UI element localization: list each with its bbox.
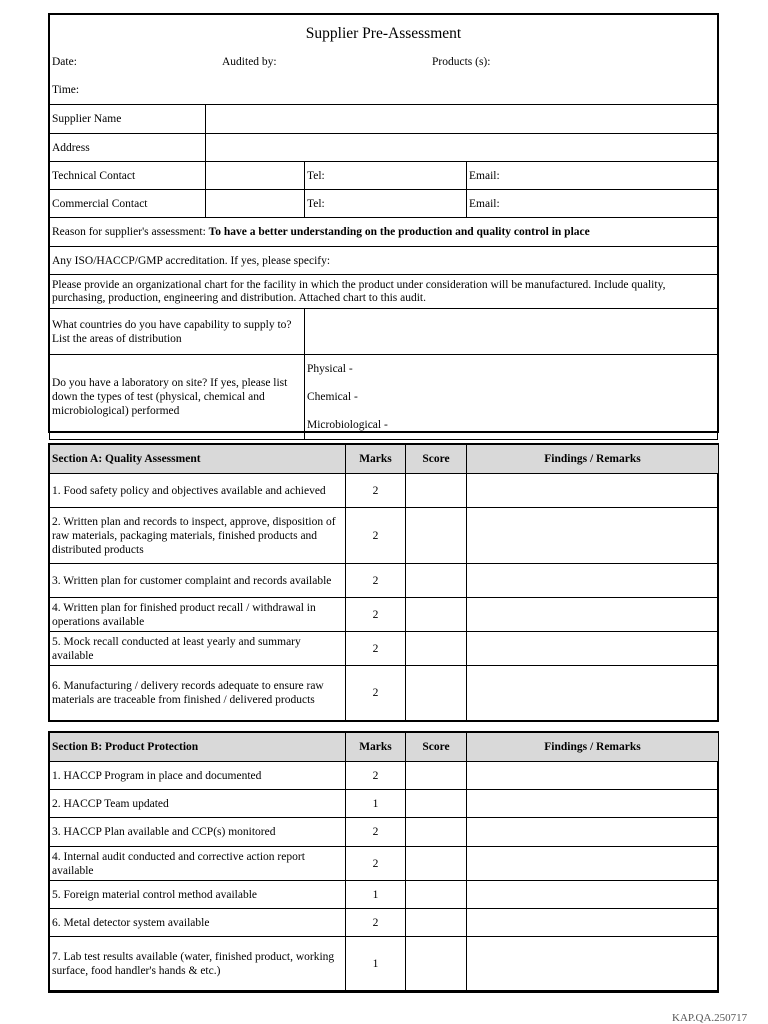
criterion-text: 3. Written plan for customer complaint and records available — [50, 564, 346, 598]
findings-field[interactable] — [467, 474, 719, 508]
score-header: Score — [406, 445, 467, 474]
criterion-text: 2. Written plan and records to inspect, approve, disposition of raw materials, packaging materials, finished products and distributed products — [50, 508, 346, 564]
marks-value: 2 — [346, 474, 406, 508]
countries-answer-field[interactable] — [305, 309, 718, 355]
findings-field[interactable] — [467, 666, 719, 721]
score-field[interactable] — [406, 598, 467, 632]
assessment-reason — [50, 218, 718, 247]
supplier-details-table — [49, 104, 718, 440]
marks-value: 1 — [346, 937, 406, 991]
score-header: Score — [406, 733, 467, 762]
criterion-text: 5. Foreign material control method available — [50, 881, 346, 909]
marks-value: 1 — [346, 790, 406, 818]
table-row — [50, 508, 719, 564]
section-a-title: Section A: Quality Assessment — [50, 445, 346, 474]
technical-contact-label: Technical Contact — [50, 162, 206, 190]
technical-contact-field[interactable] — [206, 162, 305, 190]
marks-value: 2 — [346, 632, 406, 666]
criterion-text: 4. Written plan for finished product recall / withdrawal in operations available — [50, 598, 346, 632]
criterion-text: 3. HACCP Plan available and CCP(s) monitored — [50, 818, 346, 847]
commercial-contact-field[interactable] — [206, 190, 305, 218]
marks-value: 2 — [346, 666, 406, 721]
score-field[interactable] — [406, 632, 467, 666]
findings-field[interactable] — [467, 881, 719, 909]
marks-value: 2 — [346, 762, 406, 790]
findings-field[interactable] — [467, 564, 719, 598]
score-field[interactable] — [406, 666, 467, 721]
findings-header: Findings / Remarks — [467, 733, 719, 762]
iso-accreditation-question[interactable]: Any ISO/HACCP/GMP accreditation. If yes, please specify: — [50, 247, 718, 275]
findings-field[interactable] — [467, 909, 719, 937]
commercial-email-field[interactable]: Email: — [467, 190, 718, 218]
table-row — [50, 818, 719, 847]
table-row — [50, 881, 719, 909]
score-field[interactable] — [406, 790, 467, 818]
document-code: KAP.QA.250717 — [672, 1012, 748, 1024]
findings-field[interactable] — [467, 762, 719, 790]
criterion-text: 1. HACCP Program in place and documented — [50, 762, 346, 790]
section-a-quality-assessment — [48, 443, 719, 722]
marks-header: Marks — [346, 445, 406, 474]
score-field[interactable] — [406, 847, 467, 881]
score-field[interactable] — [406, 881, 467, 909]
marks-value: 2 — [346, 847, 406, 881]
table-row — [50, 762, 719, 790]
score-field[interactable] — [406, 937, 467, 991]
marks-value: 2 — [346, 598, 406, 632]
marks-value: 2 — [346, 909, 406, 937]
section-b-title: Section B: Product Protection — [50, 733, 346, 762]
findings-field[interactable] — [467, 508, 719, 564]
commercial-contact-label: Commercial Contact — [50, 190, 206, 218]
marks-value: 2 — [346, 564, 406, 598]
criterion-text: 5. Mock recall conducted at least yearly and summary available — [50, 632, 346, 666]
table-row — [50, 937, 719, 991]
criterion-text: 1. Food safety policy and objectives available and achieved — [50, 474, 346, 508]
table-row — [50, 666, 719, 721]
score-field[interactable] — [406, 818, 467, 847]
score-field[interactable] — [406, 564, 467, 598]
marks-value: 1 — [346, 881, 406, 909]
table-row — [50, 632, 719, 666]
microbiological-test-label: Microbiological - — [307, 419, 388, 431]
section-b-product-protection — [48, 731, 719, 993]
lab-tests-field[interactable] — [305, 355, 718, 440]
countries-question: What countries do you have capability to supply to? List the areas of distribution — [50, 309, 305, 355]
findings-field[interactable] — [467, 847, 719, 881]
supplier-name-field[interactable] — [206, 105, 718, 134]
table-row — [50, 598, 719, 632]
criterion-text: 6. Metal detector system available — [50, 909, 346, 937]
physical-test-label: Physical - — [307, 363, 353, 375]
findings-field[interactable] — [467, 937, 719, 991]
products-label: Products (s): — [432, 56, 491, 68]
audited-by-label: Audited by: — [222, 56, 277, 68]
table-row — [50, 909, 719, 937]
score-field[interactable] — [406, 474, 467, 508]
marks-value: 2 — [346, 818, 406, 847]
table-row — [50, 847, 719, 881]
technical-email-field[interactable]: Email: — [467, 162, 718, 190]
score-field[interactable] — [406, 508, 467, 564]
findings-field[interactable] — [467, 598, 719, 632]
score-field[interactable] — [406, 909, 467, 937]
date-label: Date: — [52, 56, 77, 68]
criterion-text: 7. Lab test results available (water, finished product, working surface, food handler's hands & etc.) — [50, 937, 346, 991]
time-label: Time: — [52, 84, 80, 96]
criterion-text: 6. Manufacturing / delivery records adequate to ensure raw materials are traceable from finished / delivered products — [50, 666, 346, 721]
page-title: Supplier Pre-Assessment — [305, 24, 462, 42]
findings-field[interactable] — [467, 818, 719, 847]
laboratory-question: Do you have a laboratory on site? If yes, please list down the types of test (physical, chemical and microbiological) performed — [50, 355, 305, 440]
findings-field[interactable] — [467, 790, 719, 818]
score-field[interactable] — [406, 762, 467, 790]
supplier-info-form — [48, 13, 719, 433]
commercial-tel-field[interactable]: Tel: — [305, 190, 467, 218]
criterion-text: 4. Internal audit conducted and corrective action report available — [50, 847, 346, 881]
section-a-table — [49, 444, 719, 721]
table-row — [50, 790, 719, 818]
section-b-table — [49, 732, 719, 991]
findings-field[interactable] — [467, 632, 719, 666]
findings-header: Findings / Remarks — [467, 445, 719, 474]
marks-header: Marks — [346, 733, 406, 762]
reason-label: Reason for supplier's assessment: — [52, 226, 206, 238]
header-table — [50, 15, 717, 104]
address-label: Address — [50, 134, 206, 162]
org-chart-request: Please provide an organizational chart for the facility in which the product under consideration will be manufactured. Include quality, purchasing, production, engineering and distribution. Attached chart to this audit. — [50, 275, 718, 309]
criterion-text: 2. HACCP Team updated — [50, 790, 346, 818]
reason-value: To have a better understanding on the production and quality control in place — [208, 226, 590, 238]
address-field[interactable] — [206, 134, 718, 162]
technical-tel-field[interactable]: Tel: — [305, 162, 467, 190]
table-row — [50, 564, 719, 598]
supplier-name-label: Supplier Name — [50, 105, 206, 134]
table-row — [50, 474, 719, 508]
chemical-test-label: Chemical - — [307, 391, 358, 403]
marks-value: 2 — [346, 508, 406, 564]
